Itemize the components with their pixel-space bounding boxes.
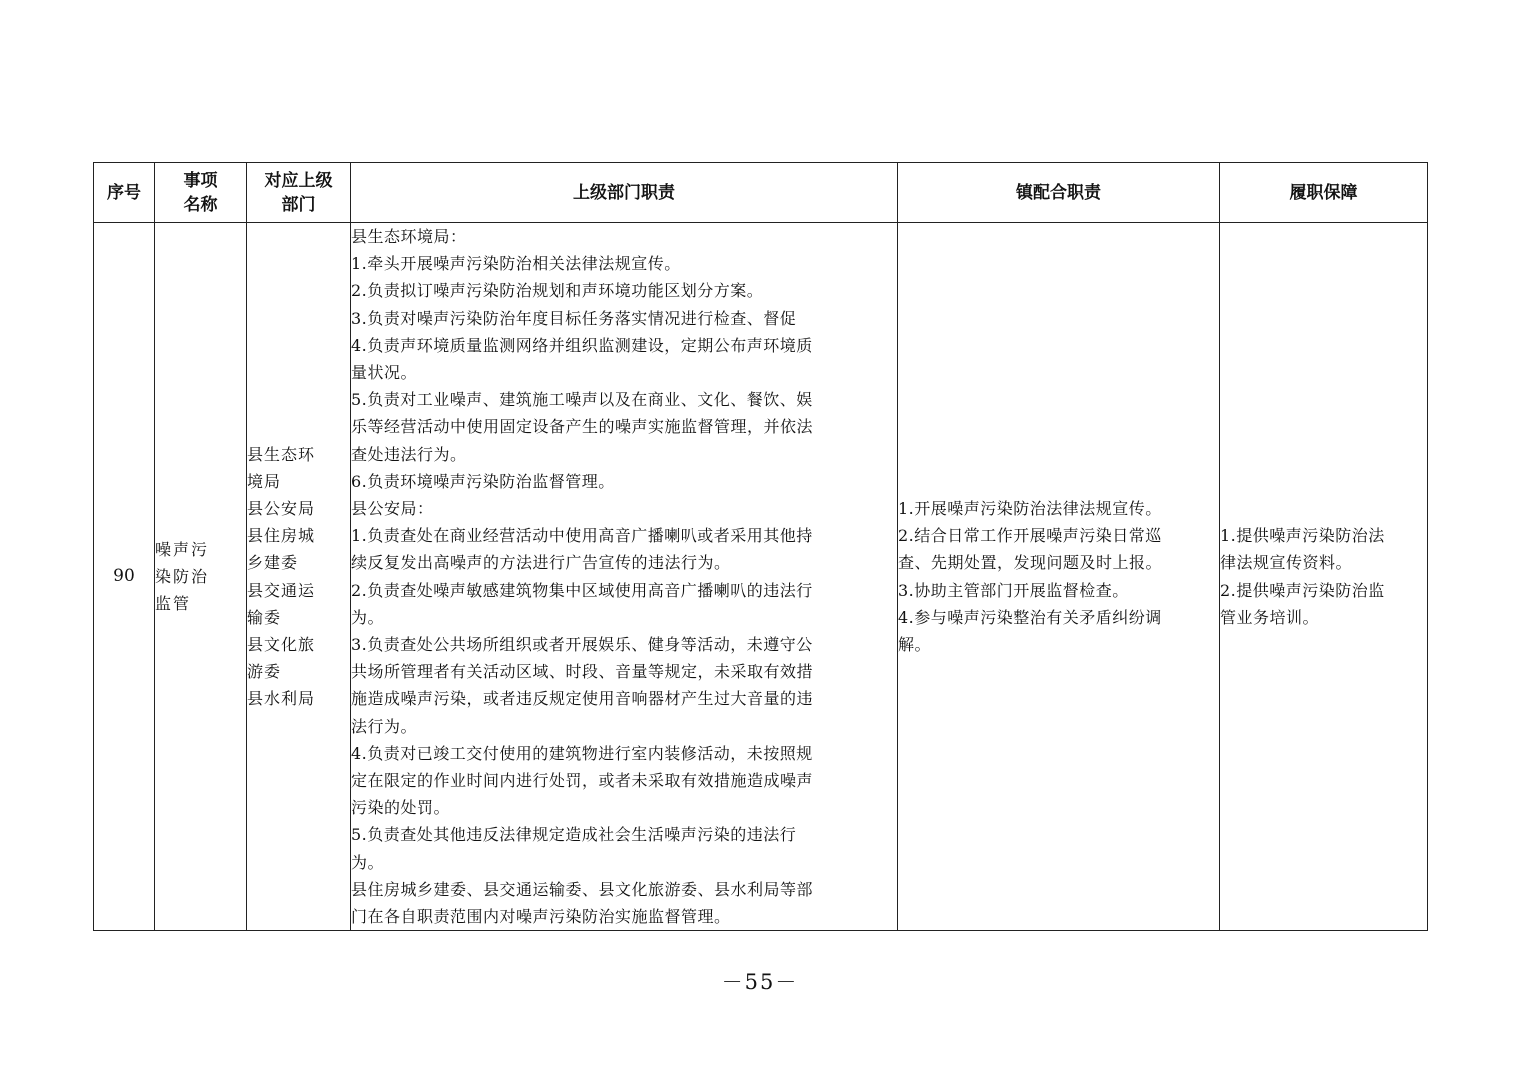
upper-duty-line: 县住房城乡建委、县交通运输委、县文化旅游委、县水利局等部 (351, 879, 814, 899)
header-town-duties: 镇配合职责 (898, 163, 1220, 223)
header-item-line: 事项 (183, 170, 218, 191)
upper-duty-line: 5.负责查处其他违反法律规定造成社会生活噪声污染的违法行 (351, 825, 797, 845)
town-duty-line: 3.协助主管部门开展监督检查。 (898, 580, 1129, 600)
item-name-line: 噪声污 (155, 539, 210, 559)
dept-line: 境局 (247, 471, 282, 491)
upper-duty-line: 施造成噪声污染，或者违反规定使用音响器材产生过大音量的违 (351, 689, 814, 709)
guarantee-line: 1.提供噪声污染防治法 (1220, 526, 1385, 546)
upper-duty-line: 共场所管理者有关活动区域、时段、音量等规定，未采取有效措 (351, 662, 814, 682)
header-item-line: 名称 (183, 194, 218, 215)
upper-duty-line: 污染的处罚。 (351, 798, 451, 818)
upper-duty-line: 4.负责声环境质量监测网络并组织监测建设，定期公布声环境质 (351, 335, 813, 355)
upper-duty-line: 1.牵头开展噪声污染防治相关法律法规宣传。 (351, 254, 681, 274)
upper-duty-line: 续反复发出高噪声的方法进行广告宣传的违法行为。 (351, 553, 731, 573)
header-dept-line: 对应上级 (264, 170, 333, 191)
header-seq: 序号 (94, 163, 155, 223)
upper-duty-line: 法行为。 (351, 716, 418, 736)
upper-duty-line: 县公安局： (351, 499, 434, 519)
cell-item-name (155, 223, 247, 931)
dept-line: 县公安局 (247, 499, 316, 519)
dept-line: 输委 (247, 607, 282, 627)
header-row (94, 163, 1428, 223)
upper-duty-line: 3.负责查处公共场所组织或者开展娱乐、健身等活动，未遵守公 (351, 635, 813, 655)
item-name-line: 染防治 (155, 567, 210, 587)
upper-duty-line: 为。 (351, 852, 385, 872)
dept-line: 县文化旅 (247, 635, 316, 655)
upper-duty-line: 6.负责环境噪声污染防治监督管理。 (351, 471, 615, 491)
guarantee-line: 2.提供噪声污染防治监 (1220, 580, 1385, 600)
dept-line: 县住房城 (247, 526, 316, 546)
dept-line: 游委 (247, 662, 282, 682)
upper-duty-line: 为。 (351, 607, 385, 627)
header-dept-line: 部门 (281, 194, 316, 215)
upper-duty-line: 县生态环境局： (351, 227, 467, 246)
town-duty-line: 4.参与噪声污染整治有关矛盾纠纷调 (898, 607, 1162, 627)
header-item (155, 163, 247, 223)
upper-duty-line: 2.负责查处噪声敏感建筑物集中区域使用高音广播喇叭的违法行 (351, 580, 813, 600)
header-guarantee: 履职保障 (1220, 163, 1428, 223)
guarantee-line: 管业务培训。 (1220, 607, 1320, 627)
cell-town-duties (898, 223, 1220, 931)
header-dept (247, 163, 351, 223)
cell-upper-duties (351, 223, 898, 931)
item-name-line: 监管 (155, 594, 192, 614)
dept-line: 县交通运 (247, 580, 316, 600)
table-row (94, 223, 1428, 931)
cell-departments (247, 223, 351, 931)
upper-duty-line: 4.负责对已竣工交付使用的建筑物进行室内装修活动，未按照规 (351, 743, 813, 763)
cell-guarantee (1220, 223, 1428, 931)
upper-duty-line: 量状况。 (351, 363, 418, 383)
town-duty-line: 2.结合日常工作开展噪声污染日常巡 (898, 526, 1162, 546)
duty-table (93, 162, 1428, 931)
town-duty-line: 1.开展噪声污染防治法律法规宣传。 (898, 499, 1162, 519)
page-number: －55－ (721, 970, 799, 994)
upper-duty-line: 2.负责拟订噪声污染防治规划和声环境功能区划分方案。 (351, 281, 764, 301)
header-upper-duties: 上级部门职责 (351, 163, 898, 223)
upper-duty-line: 5.负责对工业噪声、建筑施工噪声以及在商业、文化、餐饮、娱 (351, 390, 813, 410)
guarantee-line: 律法规宣传资料。 (1220, 553, 1353, 573)
town-duty-line: 解。 (898, 635, 932, 655)
dept-line: 县生态环 (247, 444, 316, 464)
upper-duty-line: 查处违法行为。 (351, 444, 467, 464)
dept-line: 县水利局 (247, 689, 316, 709)
upper-duty-line: 1.负责查处在商业经营活动中使用高音广播喇叭或者采用其他持 (351, 526, 813, 546)
upper-duty-line: 门在各自职责范围内对噪声污染防治实施监督管理。 (351, 907, 731, 927)
cell-seq: 90 (94, 223, 155, 931)
dept-line: 乡建委 (247, 553, 299, 573)
upper-duty-line: 3.负责对噪声污染防治年度目标任务落实情况进行检查、督促 (351, 308, 797, 328)
upper-duty-line: 定在限定的作业时间内进行处罚，或者未采取有效措施造成噪声 (351, 771, 814, 791)
town-duty-line: 查、先期处置，发现问题及时上报。 (898, 553, 1163, 573)
upper-duty-line: 乐等经营活动中使用固定设备产生的噪声实施监督管理，并依法 (351, 417, 814, 437)
